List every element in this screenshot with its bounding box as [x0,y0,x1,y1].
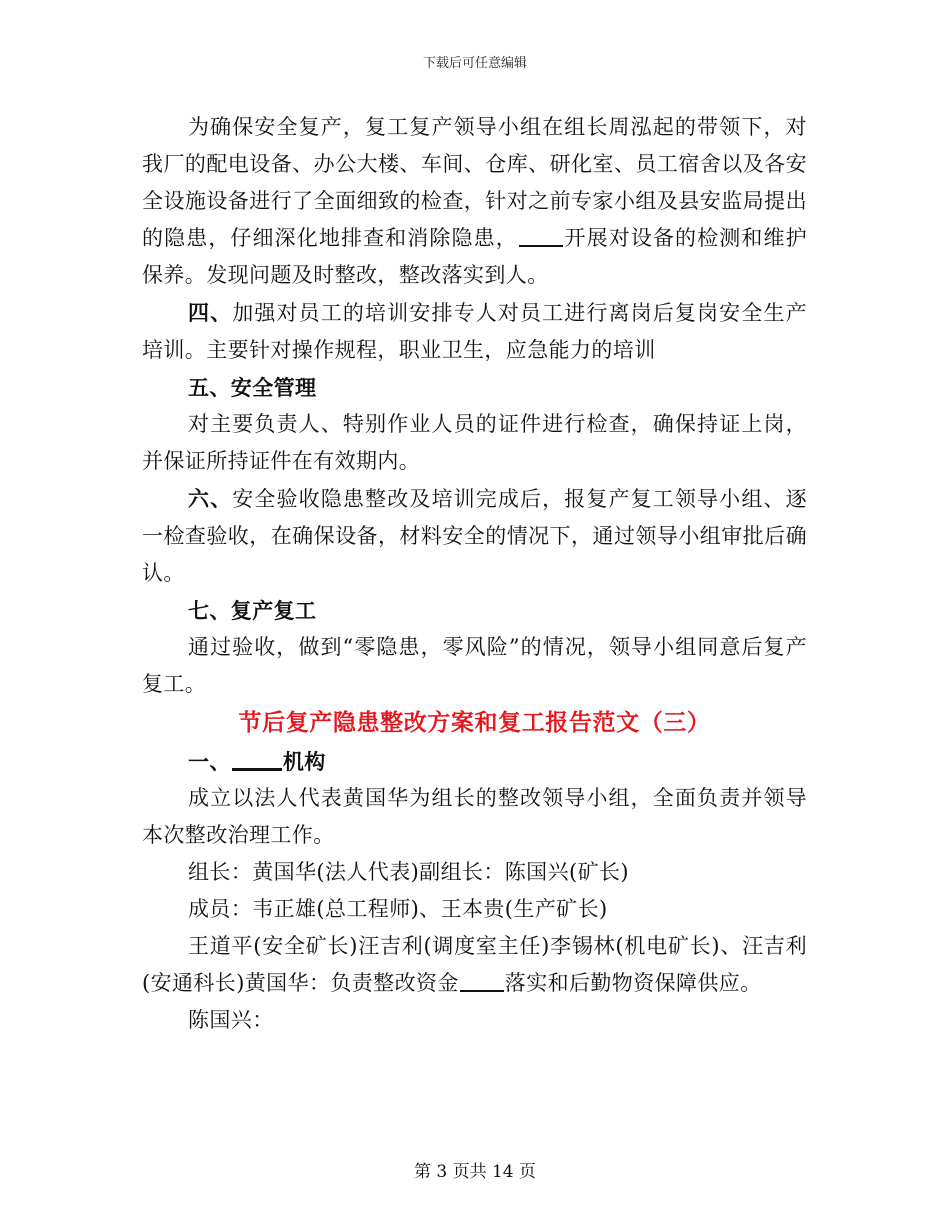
paragraph-chen-guoxing: 陈国兴： [188,1008,274,1032]
paragraph-text: 安全验收隐患整改及培训完成后，报复产复工领导小组、逐一检查验收，在确保设备，材料安全的情况下，通过领导小组审批后确认。 [142,487,807,585]
paragraph-group-leader: 组长：黄国华(法人代表)副组长：陈国兴(矿长) [188,860,629,884]
paragraph-members: 成员：韦正雄(总工程师)、王本贵(生产矿长) [188,897,608,921]
page-footer: 第 3 页共 14 页 [413,1162,537,1182]
paragraph-text: 加强对员工的培训安排专人对员工进行离岗后复岗安全生产培训。主要针对操作规程，职业卫生，应急能力的培训 [142,301,807,362]
paragraph-certificate-check: 对主要负责人、特别作业人员的证件进行检查，确保持证上岗，并保证所持证件在有效期内。 [142,412,807,473]
blank-underline [519,227,563,247]
section-number: 六、 [188,486,233,511]
paragraph-acceptance [142,480,807,592]
section-number: 四、 [188,300,233,325]
blank-underline [460,972,504,992]
heading-safety-management: 五、安全管理 [188,375,317,400]
heading-text: 机构 [282,749,326,774]
heading-organization [142,743,807,780]
blank-underline [232,750,282,771]
paragraph-resume-production: 通过验收，做到“零隐患，零风险”的情况，领导小组同意后复产复工。 [142,635,807,696]
section-number: 一、 [188,749,231,774]
page-header: 下载后可任意编辑 [422,56,527,71]
document-body [142,109,807,1039]
section-title: 节后复产隐患整改方案和复工报告范文（三） [238,709,711,736]
paragraph-text: 为确保安全复产，复工复产领导小组在组长周泓起的带领下，对我厂的配电设备、办公大楼、车间、仓库、研化室、员工宿舍以及各安全设施设备进行了全面细致的检查，针对之前专家小组及县安监局提出的隐患，仔细深化地排查和消除隐患， [142,115,807,250]
paragraph-text: 王道平(安全矿长)汪吉利(调度室主任)李锡林(机电矿长)、汪吉利(安通科长)黄国华：负责整改资金 [142,934,807,995]
paragraph-leading-group: 成立以法人代表黄国华为组长的整改领导小组，全面负责并领导本次整改治理工作。 [142,786,807,847]
heading-resume-production: 七、复产复工 [188,598,317,623]
paragraph-member-list [142,928,807,1002]
paragraph-text: 落实和后勤物资保障供应。 [504,971,762,995]
paragraph-text: 开展对设备的检测和维护保养。发现问题及时整改，整改落实到人。 [142,226,807,287]
paragraph-safety-inspection [142,109,807,294]
paragraph-training [142,294,807,369]
